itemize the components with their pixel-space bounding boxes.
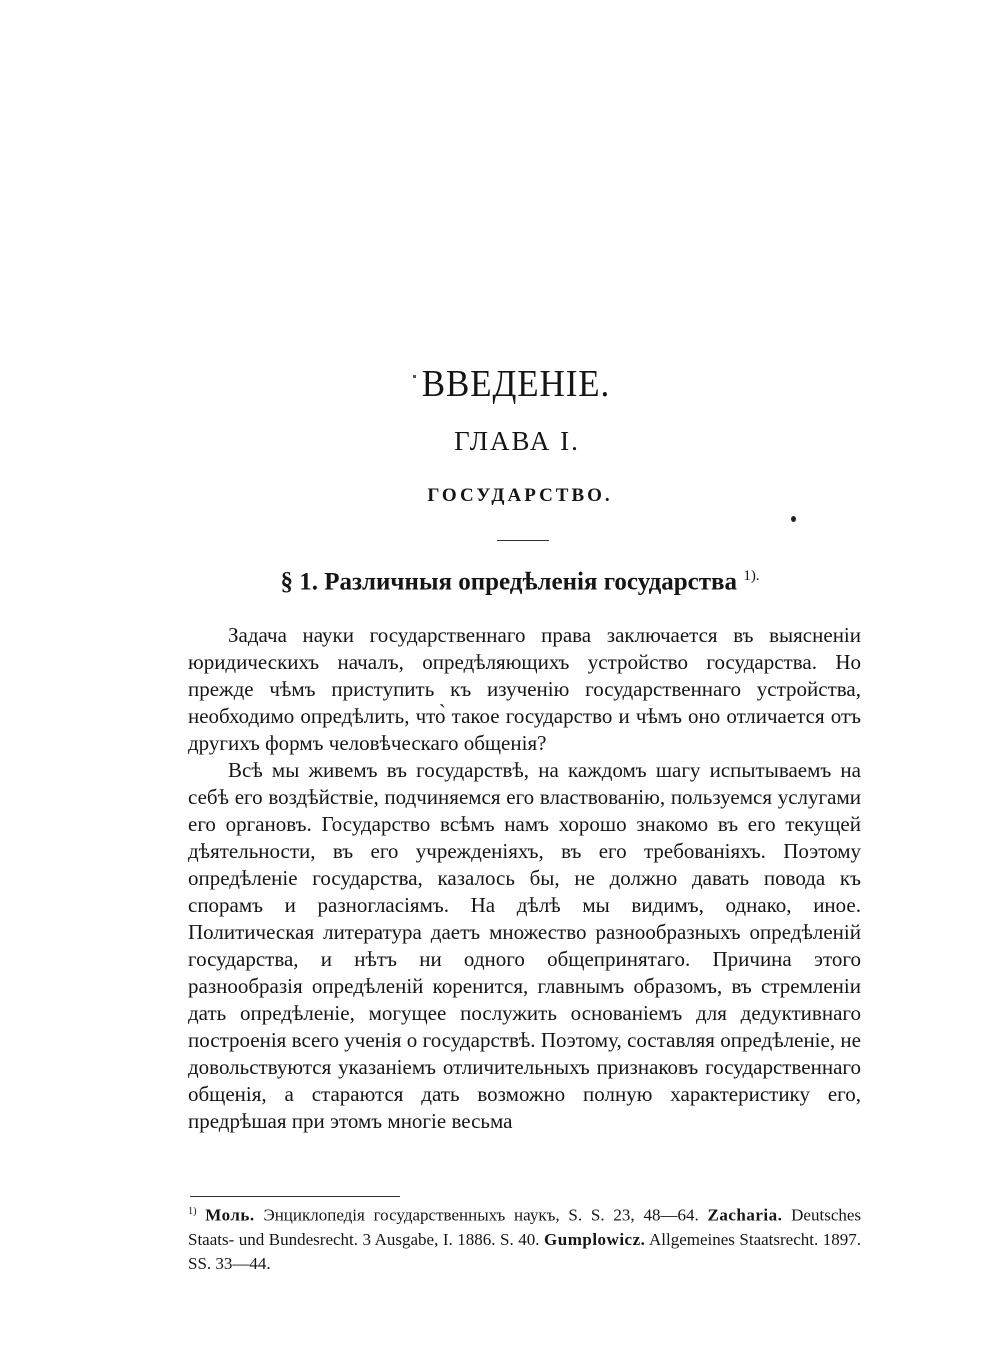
section-title: [0, 568, 1000, 596]
section-footnote-ref: 1).: [743, 568, 760, 584]
footnote-citation: Deutsches Staats- und Bundesrecht. 3 Ausgabe, I. 1886. S. 40.: [188, 1205, 862, 1249]
body-text: [188, 622, 861, 1135]
section-title-text: § 1. Различныя опредѣленія государства: [280, 568, 738, 596]
introduction-heading: ВВЕДЕНІЕ.: [421, 363, 611, 405]
footnote-author: Zacharia.: [707, 1205, 783, 1225]
paragraph: Всѣ мы живемъ въ государствѣ, на каждомъ шагу испытываемъ на себѣ его воздѣйствіе, подчиняемся его властвованію, пользуемся услугами его органовъ. Государство всѣмъ намъ хорошо знакомо въ его текущей дѣятельности, въ его учрежденіяхъ, въ его требованіяхъ. Поэтому опредѣленіе государства, казалось бы, не должно давать повода къ спорамъ и разногласіямъ. На дѣлѣ мы видимъ, однако, иное. Политическая литература даетъ множество разнообразныхъ опредѣленій государства, и нѣтъ ни одного общепринятаго. Причина этого разнообразія опредѣленій коренится, главнымъ образомъ, въ стремленіи дать опредѣленіе, могущее послужить основаніемъ для дедуктивнаго построенія всего ученія о государствѣ. Поэтому, составляя опредѣленіе, не довольствуются указаніемъ отличительныхъ признаковъ государственнаго общенія, а стараются дать возможно полную характеристику его, предрѣшая при этомъ многіе весьма: [188, 758, 861, 1133]
chapter-heading: ГЛАВА I.: [454, 426, 580, 456]
footnote-marker: 1): [188, 1206, 197, 1217]
ink-speck: [791, 516, 796, 522]
chapter-subject: ГОСУДАРСТВО.: [427, 485, 613, 506]
footnote-author: Моль.: [205, 1205, 255, 1225]
paragraph: Задача науки государственнаго права заключается въ выясненіи юридическихъ началъ, опредѣляющихъ устройство государства. Но прежде чѣмъ приступить къ изученію государственнаго устройства, необходимо опредѣлить, что̀ такое государство и чѣмъ оно отличается отъ другихъ формъ человѣческаго общенія?: [188, 623, 861, 755]
footnote: [188, 1200, 861, 1276]
footnote-citation: Allgemeines Staatsrecht. 1897. SS. 33—44.: [188, 1229, 861, 1273]
footnote-text: [188, 1200, 861, 1276]
section-divider: [497, 540, 549, 541]
footnote-citation: Энциклопедія государственныхъ наукъ, S. S. 23, 48—64.: [263, 1205, 699, 1225]
footnote-divider: [190, 1196, 400, 1197]
footnote-author: Gumplowicz.: [544, 1229, 646, 1249]
